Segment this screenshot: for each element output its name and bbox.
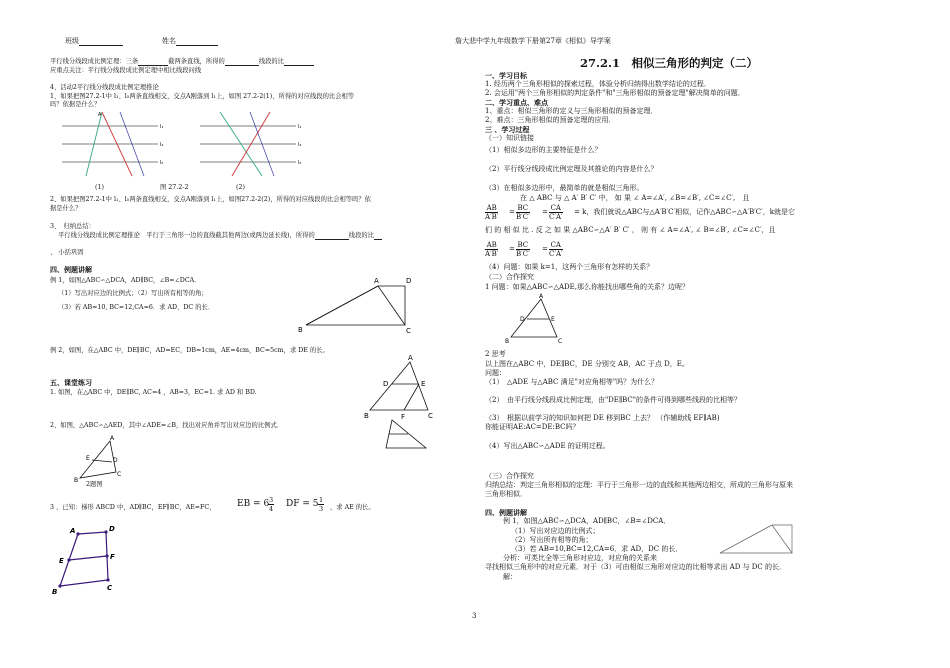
practice-3-eb: EB = 6 [237, 499, 270, 509]
practice-3: 3 、已知：梯形 ABCD 中，AD∥BC，EF∥BC，AE=FC， [50, 504, 216, 511]
parallel-lines-figure-1 [62, 110, 162, 180]
left-line-8: 3、 归纳总结： [50, 223, 95, 230]
svg-text:D: D [520, 316, 525, 323]
svg-text:D: D [406, 277, 412, 285]
svg-text:D: D [383, 380, 389, 388]
example-1-figure [298, 277, 416, 335]
svg-text:l₃: l₃ [160, 124, 164, 130]
practice-2-figure [74, 435, 134, 494]
goal-1: 1. 经历两个三角形相似的探索过程，体验分析归纳得出数学结论的过程． [485, 80, 711, 88]
svg-text:B: B [505, 338, 510, 345]
right-example-1a: （1）写出对应边的比例式； [511, 527, 600, 535]
lesson-title: 27.2.1 相似三角形的判定（二） [580, 56, 759, 70]
left-line-4: 1、如果把图27.2-1中 l₁、l₅两条直线相交，交点A刚落到 l₁上，如图 27.2-2(1)，所得的对应线段的比会相等 [50, 93, 355, 100]
think-setup: 以上图在△ABC 中，DE∥BC，DE 分别交 AB，AC 于点 D，E。 [485, 360, 689, 368]
svg-text:E: E [59, 557, 64, 565]
right-example-1: 例 1，如图△ABC∽△DCA，AD∥BC，∠B=∠DCA． [503, 517, 671, 525]
svg-text:A: A [374, 277, 379, 285]
example-1: 例 1，如图△ABC∽△DCA，AD∥BC，∠B=∠DCA． [50, 277, 201, 284]
section-key-points: 二、学习重点、难点 [485, 98, 548, 107]
svg-text:D: D [109, 525, 115, 533]
practice-2-caption: 2题图 [86, 481, 103, 488]
example-1a: （1）写出对应边的比例式；（2）写出所有相等的角； [58, 290, 208, 297]
think-q1: （1） △ADE 与△ABC 满足"对应角相等"吗？为什么？ [485, 378, 659, 386]
fig-cap-1: (1) [95, 184, 104, 191]
svg-text:B: B [364, 412, 369, 420]
right-example-figure [718, 519, 800, 555]
svg-text:B: B [298, 326, 303, 334]
left-line-6: 2、如果把图27.2-1中 l₁、l₅两条直线相交，交点A刚落到 l₁上，如图27.2-2(2)，所得的对应线段的比会相等吗？依 [50, 196, 371, 203]
svg-text:F: F [401, 413, 406, 421]
triangle-ade-figure [505, 295, 565, 345]
coop-3-title: （三）合作探究 [485, 472, 534, 480]
process-q1: （1）相似多边形的主要特征是什么？ [485, 146, 602, 154]
practice-3-eb-frac: $\frac{3}{4}$ [269, 496, 274, 513]
frac-bc-1: $\frac{BC}{B'C'}$ [516, 204, 530, 221]
think-title: 2 思考 [485, 350, 506, 358]
think-q3: （3） 根据以前学习的知识如何把 DE 移到BC 上去？ （作辅助线 EF∥AB) [485, 414, 720, 422]
section-example-left: 四、例题讲解 [50, 265, 92, 274]
svg-text:E: E [421, 380, 426, 388]
name-label: 姓名 [162, 37, 218, 46]
svg-text:F: F [110, 553, 115, 561]
process-similar-def: 在 △ ABC 与 △ A′ B′ C′ 中， 如 果 ∠ A=∠A′, ∠B=∠B′, ∠C=∠C′, 且 [520, 194, 750, 202]
page-number: 3 [472, 612, 477, 620]
trapezoid-figure [52, 524, 132, 596]
left-line-10: 、 小括巩固 [50, 249, 84, 256]
process-similar-def-2: = k，我们就说△ABC与△A′B′C′相似，记作△ABC∽△A′B′C′，k就是它 [574, 208, 795, 216]
svg-text:C: C [107, 584, 113, 592]
svg-text:C: C [558, 338, 563, 345]
frac-ab-1: $\frac{AB}{A'B'}$ [485, 204, 499, 221]
think-question-label: 问题： [485, 369, 506, 377]
svg-text:l₄: l₄ [298, 142, 302, 148]
section-process: 三 、学习过程 [485, 125, 530, 134]
example-2-figure [364, 356, 436, 422]
fig-caption: 图 27.2-2 [160, 184, 189, 191]
process-q3: （3）在相似多边形中，最简单的就是相似三角形。 [485, 184, 644, 192]
key-point-2: 2、难点：三角形相似的预备定理的应用． [485, 116, 616, 124]
left-line-9: 平行线分线段成比例定理推论 平行于三角形一边的直线截其他两边(或两边延长线)，所得的 线段的比 [58, 231, 382, 240]
right-example-analysis-2: 寻找相似三角形中的对应元素．对于（3）可由相似三角形对应边的比相等求出 AD 与 DC 的长． [485, 563, 786, 571]
frac-ab-2: $\frac{AB}{A'B'}$ [485, 241, 499, 258]
svg-text:E: E [551, 316, 555, 323]
coop-1-title: （二）合作探究 [485, 273, 534, 281]
svg-text:C: C [117, 471, 122, 478]
svg-text:l₃: l₃ [298, 124, 302, 130]
practice-3-end: ，求 AE 的长。 [330, 504, 375, 511]
frac-eq-3: = [509, 245, 515, 253]
process-similar-def-3: 们 的 相 似 比 . 反 之 如 果 △ABC∽△A′ B′ C′ ， 则 有 ∠ A=∠A′, ∠ B=∠B′, ∠C=∠C′，且 [485, 226, 776, 234]
process-q4: （4）问题：如果 k=1，这两个三角形有怎样的关系？ [485, 263, 654, 271]
goal-2: 2. 会运用"两个三角形相似的判定条件"和"三角形相似的预备定理"解决简单的问题． [485, 89, 745, 97]
svg-text:l₅: l₅ [298, 160, 302, 166]
frac-eq-1: = [509, 208, 515, 216]
practice-3-df: DF = 5 [286, 499, 319, 509]
right-example-1b: （2）写出所有相等的角； [511, 536, 593, 544]
coop-1-question: 1 问题：如果△ABC∽△ADE,那么你能找出哪些角的关系？边呢？ [485, 283, 689, 291]
right-example-1c: （3）若 AB=10,BC=12,CA=6．求 AD、DC 的长． [511, 545, 683, 553]
left-line-3: 4、活动2平行线分线段成比例定理推论 [50, 84, 159, 91]
svg-text:C: C [406, 327, 411, 335]
summary-line-1: 归纳总结：判定三角形相似的定理：平行于三角形一边的直线和其他两边相交，所成的三角形与原来 [485, 481, 793, 489]
svg-text:E: E [86, 455, 90, 462]
example-1b: （3）若 AB=10, BC=12,CA=6．求 AD、DC 的长． [58, 304, 215, 311]
frac-bc-2: $\frac{BC}{B'C'}$ [516, 241, 530, 258]
svg-text:B: B [74, 477, 79, 484]
parallel-lines-figure-2 [200, 110, 300, 180]
practice-1: 1. 如图，在△ABC 中，DE∥BC, AC=4 ，AB=3，EC=1. 求 AD 和 BD. [50, 389, 257, 396]
key-point-1: 1、重点：相似三角形的定义与三角形相似的预备定理． [485, 107, 658, 115]
right-example-analysis: 分析：可类比全等三角形对应边，对应角的关系来 [503, 554, 657, 562]
example-2: 例 2，如图，在△ABC 中，DE∥BC，AD=EC，DB=1cm，AE=4cm，BC=5cm，求 DE 的长。 [50, 347, 329, 354]
left-line-5: 吗？依据是什么？ [50, 101, 101, 108]
class-label: 班级 [65, 37, 123, 46]
svg-text:l₅: l₅ [160, 160, 164, 166]
svg-text:D: D [113, 457, 118, 464]
left-line-1: 平行线分线段成比例定理：三条 截两条直线，所得的 线段的比 [50, 57, 314, 66]
practice-2: 2、如图，△ABC∽△AED，其中∠ADE=∠B，找出对应角并写出对应边的比例式． [50, 422, 284, 429]
frac-eq-4: = [542, 245, 548, 253]
think-q4: （4）写出△ABC∽△ADE 的证明过程。 [485, 442, 610, 450]
left-line-7: 据是什么？ [50, 205, 82, 212]
frac-eq-2: = [542, 208, 548, 216]
frac-ca-1: $\frac{CA}{C'A'}$ [549, 204, 563, 221]
svg-text:A: A [98, 112, 102, 118]
frac-ca-2: $\frac{CA}{C'A'}$ [549, 241, 563, 258]
svg-text:A: A [110, 435, 115, 442]
school-title: 詹大悲中学九年级数学下册第27章《相似》导学案 [455, 37, 611, 45]
process-link: （一）知识链接 [485, 134, 534, 142]
think-q3b: 你能证明AE:AC=DE:BC吗？ [485, 423, 580, 431]
process-q2: （2）平行线分线段成比例定理及其推论的内容是什么？ [485, 165, 658, 173]
section-example-right: 四、例题讲解 [485, 508, 527, 517]
fig-cap-2: (2) [236, 184, 245, 191]
svg-text:B: B [52, 588, 58, 596]
left-line-2: 应重点关注：平行线分线段成比例定理中相比线段问线 [50, 67, 202, 74]
section-goals: 一、学习目标 [485, 71, 527, 80]
svg-text:A: A [408, 354, 413, 362]
right-example-solution: 解： [503, 573, 517, 581]
practice-3-df-frac: $\frac{1}{3}$ [319, 496, 324, 513]
svg-text:A: A [539, 293, 544, 300]
think-q2: （2） 由平行线分线段成比例定理，由"DE∥BC"的条件可得到哪些线段的比相等？ [485, 396, 741, 404]
svg-text:C: C [428, 412, 433, 420]
svg-text:l₄: l₄ [160, 142, 164, 148]
summary-line-2: 三角形相似． [485, 490, 527, 498]
section-practice: 五、课堂练习 [50, 378, 92, 387]
svg-text:A: A [70, 527, 76, 535]
practice-1-figure [384, 416, 428, 452]
